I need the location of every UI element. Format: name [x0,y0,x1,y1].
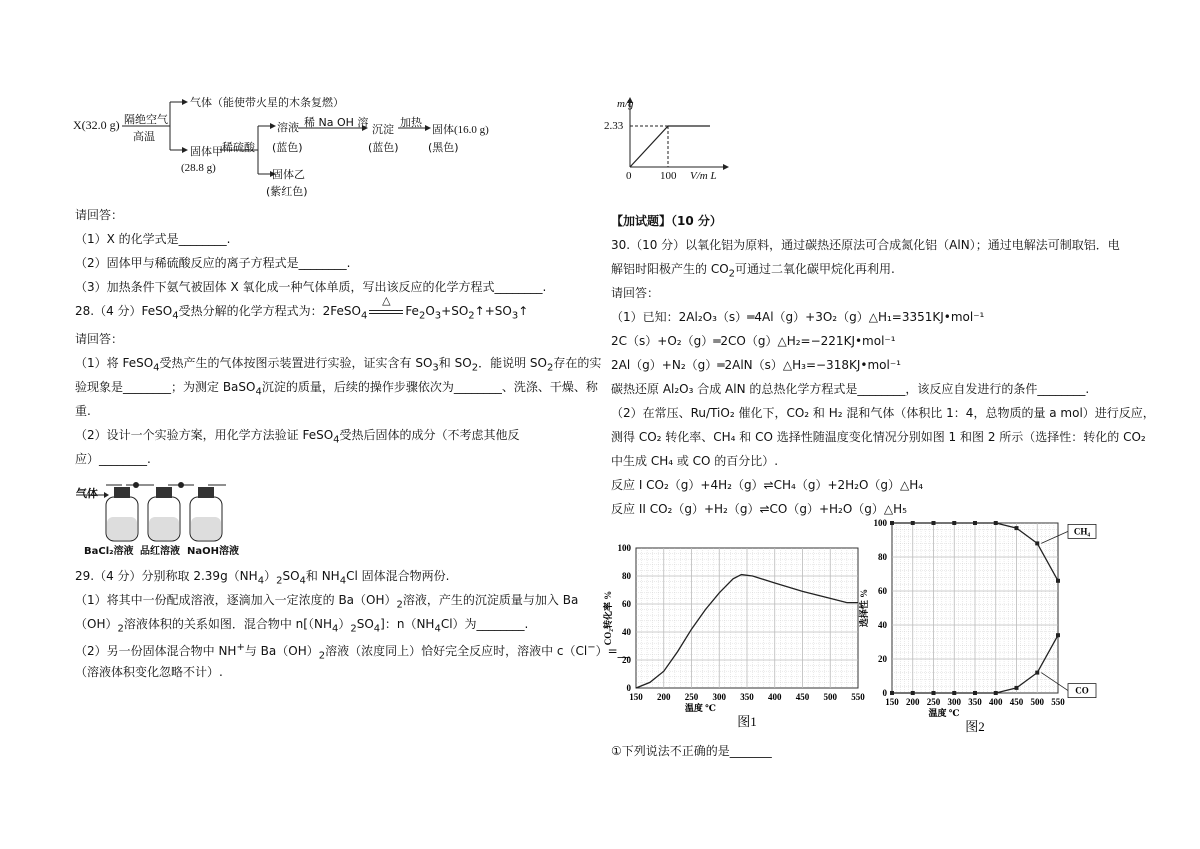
part2-line2: 测得 CO₂ 转化率、CH₄ 和 CO 选择性随温度变化情况分别如图 1 和图 2 所示（选择性：转化的 CO₂ [611,430,1146,444]
y-axis-label: CO₂转化率 % [603,590,613,646]
q27-1: （1）X 的化学式是________. [75,232,231,246]
data-point [994,521,998,525]
bottle-1-label: BaCl₂溶液 [84,546,134,557]
q28-1: （1）将 FeSO$_4$受热产生的气体按图示装置进行实验，证实含有 $SO_3$和 $SO_2$．能说明 $SO_2$存在的实 [75,356,602,374]
bonus-heading: 【加试题】（10 分） [611,214,722,228]
y-tick-label: 0 [882,688,887,698]
x-tick-label: 550 [1051,697,1065,707]
q29-1: （1）将其中一份配成溶液，逐滴加入一定浓度的 $Ba(OH)_2$溶液，产生的沉淀质量与加入 Ba [75,593,579,611]
legend-label: CH₄ [1073,526,1091,537]
x-tick-label: 400 [989,697,1003,707]
y-tick-label: 60 [878,586,887,596]
x-tick-label: 550 [851,692,865,702]
ask-line-3: 请回答： [611,286,660,300]
precipitate-color: (蓝色) [368,141,399,154]
q28-1-cont: 验现象是________；为测定 BaSO$_4$沉淀的质量，后续的操作步骤依次为________、洗涤、干燥、称 [75,380,598,398]
arrow2-label: 稀硫酸 [222,141,255,154]
x-tick-label: 200 [657,692,671,702]
y-tick-label: 0 [626,683,631,693]
q29-2-cont: （溶液体积变化忽略不计）. [75,665,223,679]
x-axis-label: 温度 ℃ [684,703,716,713]
mini-origin: 0 [626,170,632,182]
delta-symbol: △ [382,294,391,307]
data-point [1015,686,1019,690]
bottle-2 [148,487,180,541]
part2-line1: （2）在常压、Ru/TiO₂ 催化下，CO₂ 和 H₂ 混和气体（体积比 1：4，总物质的量 a mol）进行反应， [611,406,1155,420]
data-point [932,691,936,695]
q27-2: （2）固体甲与稀硫酸反应的离子方程式是________. [75,256,351,270]
bottle-3-label: NaOH溶液 [187,546,239,557]
data-point [952,691,956,695]
x-tick-label: 300 [712,692,726,702]
known-4: 碳热还原 Al₂O₃ 合成 AlN 的总热化学方程式是________，该反应自发进行的条件________. [611,382,1090,396]
mini-y-value: 2.33 [604,120,624,132]
data-point [1056,579,1060,583]
figure-caption: 图2 [965,719,985,734]
y-tick-label: 100 [617,543,631,553]
x-tick-label: 250 [926,697,941,707]
arrow3-label: 稀 Na OH 溶 [304,116,369,129]
chart-fig1 [603,540,870,730]
x-tick-label: 500 [1030,697,1044,707]
solid-final-label: 固体(16.0 g) [432,124,489,136]
arrow1-top-label: 隔绝空气 [124,113,168,126]
x-tick-label: 350 [968,697,982,707]
y-tick-label: 60 [622,599,631,609]
known-3: 2Al（g）+N₂（g）═2AlN（s）△H₃=−318KJ•mol⁻¹ [611,358,901,372]
x-tick-label: 500 [823,692,837,702]
mini-x-label: V/m L [690,170,717,182]
arrow4-label: 加热 [400,116,422,129]
y-tick-label: 100 [873,518,887,528]
q28-heading: 28.（4 分）FeSO$_4$受热分解的化学方程式为：2FeSO$_4$ △ $Fe_2O_3+SO_2↑+SO_3↑$ [75,294,529,322]
data-point [911,691,915,695]
solution-label: 溶液 [277,121,299,134]
reaction-1: 反应 I CO₂（g）+4H₂（g）⇌CH₄（g）+2H₂O（g）△H₄ [611,478,924,492]
q29-1-cont: $(OH)_2$溶液体积的关系如图．混合物中 $n[(NH_4)_2SO_4]$：$n(NH_4Cl)$为________. [75,617,529,635]
reaction-2: 反应 II CO₂（g）+H₂（g）⇌CO（g）+H₂O（g）△H₅ [611,502,907,516]
figure-caption: 图1 [737,714,757,729]
data-point [911,521,915,525]
q28-1-end: 重. [75,404,91,418]
known-2: 2C（s）+O₂（g）═2CO（g）△H₂=−221KJ•mol⁻¹ [611,334,896,348]
solid-a-mass: (28.8 g) [181,162,216,174]
data-point [973,691,977,695]
q29-heading: 29.（4 分）分别称取 $2.39g(NH_4)_2SO_4$和 $NH_4Cl$ 固体混合物两份. [75,569,450,587]
data-point [932,521,936,525]
y-tick-label: 80 [878,552,887,562]
chart-fig2 [859,515,1100,734]
data-point [1035,671,1039,675]
data-point [890,691,894,695]
data-point [1056,633,1060,637]
x-tick-label: 350 [740,692,754,702]
part2-line3: 中生成 CH₄ 或 CO 的百分比）. [611,454,779,468]
x-tick-label: 300 [947,697,961,707]
gas-inlet-label: 气体 [76,487,98,500]
x-label: X(32.0 g) [73,118,120,132]
bottles-drawing [76,477,246,547]
solid-final-color: (黑色) [428,141,459,154]
data-point [1015,526,1019,530]
bottle-1 [106,487,138,541]
y-tick-label: 20 [622,655,631,665]
solution-color: (蓝色) [272,141,303,154]
x-tick-label: 200 [906,697,920,707]
x-tick-label: 450 [795,692,810,702]
q28-2-cont: 应）________. [75,452,151,466]
data-point [994,691,998,695]
solid-a-label: 固体甲 [190,145,223,158]
x-tick-label: 400 [768,692,782,702]
mini-x-value: 100 [660,170,677,182]
y-tick-label: 80 [622,571,631,581]
data-point [890,521,894,525]
q28-2: （2）设计一个实验方案，用化学方法验证 FeSO$_4$受热后固体的成分（不考虑其他反 [75,428,520,446]
solid-b-label: 固体乙 [272,168,305,181]
q29-2: （2）另一份固体混合物中 NH+与 $Ba(OH)_2$溶液（浓度同上）恰好完全反应时，溶液中 c（Cl−）=__ [75,642,630,662]
x-axis-label: 温度 ℃ [928,708,960,718]
y-tick-label: 20 [878,654,887,664]
ask-line: 请回答： [75,208,124,222]
y-tick-label: 40 [878,620,887,630]
bottle-2-label: 品红溶液 [140,546,180,557]
legend-label: CO [1075,685,1089,696]
gas-label: 气体（能使带火星的木条复燃） [190,96,344,109]
q27-3: （3）加热条件下氨气被固体 X 氧化成一种气体单质，写出该反应的化学方程式________. [75,280,547,294]
y-tick-label: 40 [622,627,631,637]
q30-line2: 解铝时阳极产生的 $CO_2$可通过二氧化碳甲烷化再利用. [611,262,895,280]
ask-line-2: 请回答： [75,332,124,346]
final-question: ①下列说法不正确的是_______ [611,744,772,758]
x-tick-label: 450 [1009,697,1024,707]
bottle-3 [190,487,222,541]
data-point [973,521,977,525]
q30-line1: 30.（10 分）以氧化铝为原料，通过碳热还原法可合成氮化铝（AlN）；通过电解法可制取铝．电 [611,238,1120,252]
y-axis-label: 选择性 % [859,588,869,628]
data-point [1035,541,1039,545]
data-point [952,521,956,525]
x-tick-label: 250 [684,692,699,702]
x-tick-label: 150 [629,692,643,702]
precipitate-label: 沉淀 [372,123,394,136]
arrow1-bottom-label: 高温 [133,130,155,143]
solid-b-color: (紫红色) [266,185,308,198]
known-1: （1）已知：2Al₂O₃（s）═4Al（g）+3O₂（g）△H₁=3351KJ•mol⁻¹ [611,310,985,324]
mini-rise-line [630,126,668,167]
mini-y-label: m/g [617,98,634,110]
x-tick-label: 150 [885,697,899,707]
